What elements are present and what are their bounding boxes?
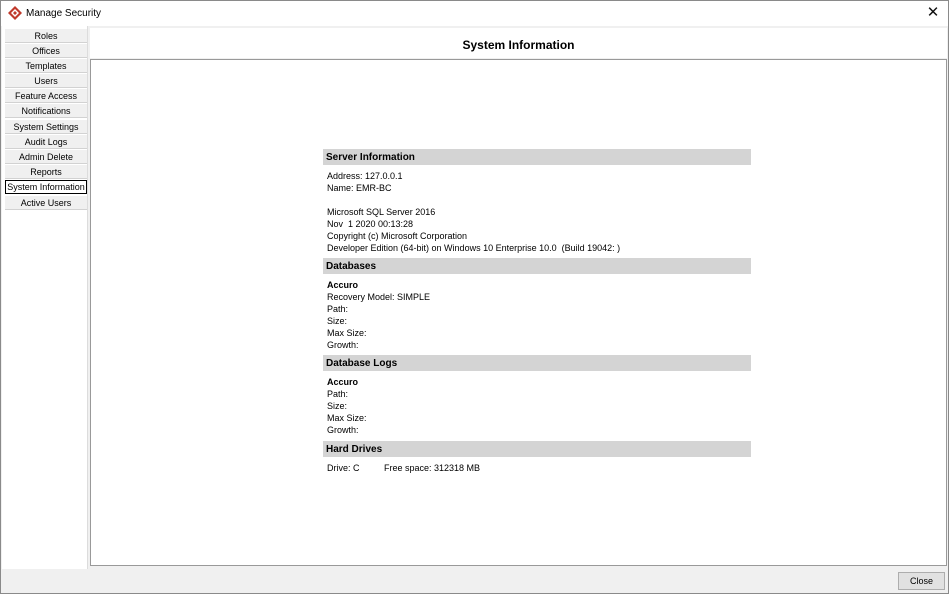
sidebar-item-offices[interactable]: Offices	[5, 44, 87, 58]
drive-letter: Drive: C	[327, 463, 360, 473]
sidebar-item-feature-access[interactable]: Feature Access	[5, 89, 87, 103]
database-name: Accuro	[327, 280, 359, 290]
sidebar-item-system-information[interactable]: System Information	[5, 180, 87, 194]
sql-server-version: Microsoft SQL Server 2016	[327, 207, 436, 217]
server-address: Address: 127.0.0.1	[327, 171, 403, 181]
title-bar	[1, 1, 948, 26]
database-recovery-model: Recovery Model: SIMPLE	[327, 292, 431, 302]
sidebar-item-active-users[interactable]: Active Users	[5, 196, 87, 210]
system-info-content	[90, 59, 947, 566]
hard-drives-header: Hard Drives	[323, 441, 751, 457]
sidebar-item-reports[interactable]: Reports	[5, 165, 87, 179]
sql-server-edition: Developer Edition (64-bit) on Windows 10 Enterprise 10.0 (Build 19042: )	[327, 243, 621, 253]
sidebar-item-templates[interactable]: Templates	[5, 59, 87, 73]
window-title: Manage Security	[26, 8, 102, 19]
sidebar-item-system-settings[interactable]: System Settings	[5, 120, 87, 134]
database-log-size: Size:	[327, 401, 348, 411]
sql-server-build-date: Nov 1 2020 00:13:28	[327, 219, 414, 229]
drive-free-space: Free space: 312318 MB	[384, 463, 481, 473]
close-button[interactable]: Close	[898, 572, 945, 590]
page-title: System Information	[462, 38, 575, 52]
database-growth: Growth:	[327, 340, 359, 350]
database-log-path: Path:	[327, 389, 349, 399]
server-name: Name: EMR-BC	[327, 183, 392, 193]
sidebar-item-roles[interactable]: Roles	[5, 29, 87, 43]
sidebar-item-audit-logs[interactable]: Audit Logs	[5, 135, 87, 149]
sidebar-item-notifications[interactable]: Notifications	[5, 104, 87, 118]
server-information-header: Server Information	[323, 149, 751, 165]
databases-header: Databases	[323, 258, 751, 274]
sql-server-copyright: Copyright (c) Microsoft Corporation	[327, 231, 468, 241]
database-max-size: Max Size:	[327, 328, 367, 338]
database-log-growth: Growth:	[327, 425, 359, 435]
database-log-max-size: Max Size:	[327, 413, 367, 423]
sidebar-item-admin-delete[interactable]: Admin Delete	[5, 150, 87, 164]
sidebar-item-users[interactable]: Users	[5, 74, 87, 88]
database-path: Path:	[327, 304, 349, 314]
database-log-name: Accuro	[327, 377, 359, 387]
main-header	[90, 28, 947, 58]
window-close-icon[interactable]: ✕	[926, 4, 940, 21]
app-logo-icon	[8, 6, 22, 20]
database-size: Size:	[327, 316, 348, 326]
database-logs-header: Database Logs	[323, 355, 751, 371]
sidebar	[2, 26, 88, 569]
